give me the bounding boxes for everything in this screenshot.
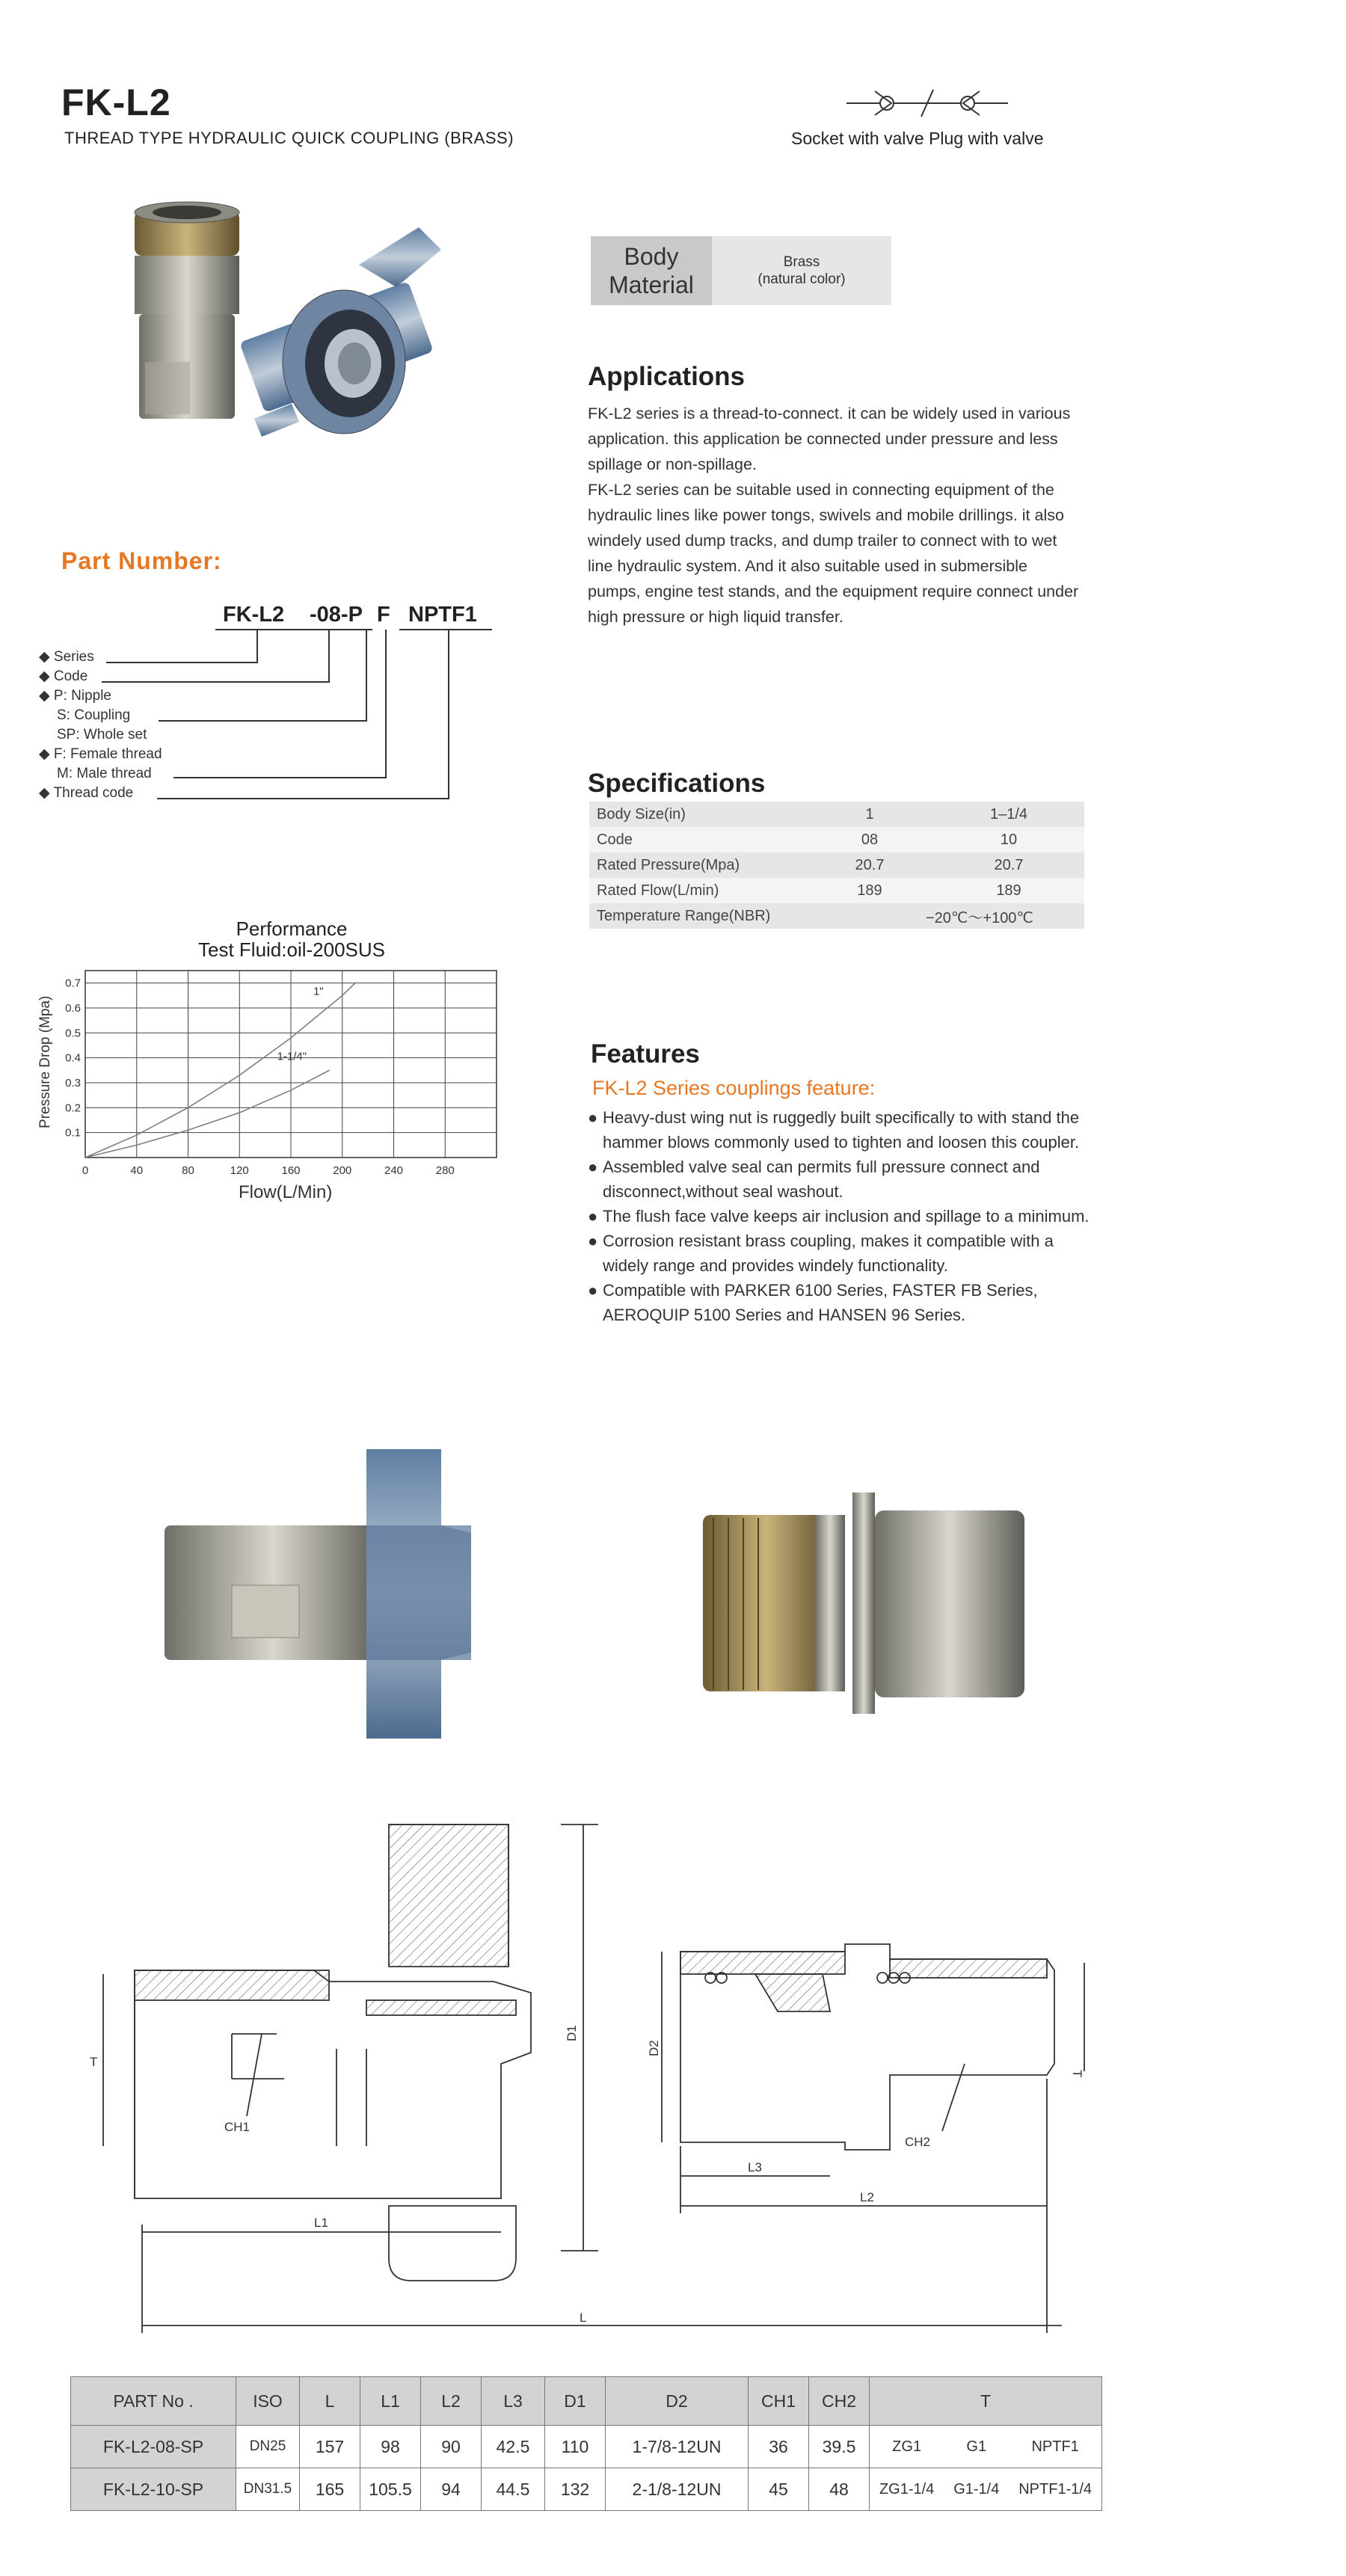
column-header: T	[870, 2377, 1102, 2426]
column-header: CH1	[749, 2377, 809, 2426]
column-header: ISO	[236, 2377, 300, 2426]
table-cell: 98	[360, 2426, 421, 2468]
legend-item: M: Male thread	[57, 766, 152, 781]
body-material-box	[591, 236, 891, 305]
spec-label: Body Size(in)	[597, 805, 686, 823]
y-tick-label: 0.6	[65, 1002, 81, 1015]
features-list	[588, 1105, 1096, 1327]
legend-item: Thread code	[53, 785, 134, 801]
part-code-code: -08-P	[310, 603, 363, 627]
spec-value: 1–1/4	[989, 805, 1028, 823]
y-tick-label: 0.7	[65, 977, 81, 990]
list-item: ● Assembled valve seal can permits full pressure connect and disconnect,without seal washout.	[588, 1158, 1040, 1201]
table-cell: 44.5	[482, 2468, 545, 2511]
applications-paragraph: FK-L2 series is a thread-to-connect. it can be widely used in various application. this application be connected under pressure and less spillage or non-spillage.	[588, 405, 1071, 473]
part-number-cell: FK-L2-08-SP	[71, 2426, 236, 2468]
label-L1: L1	[314, 2216, 328, 2230]
x-tick-label: 280	[435, 1164, 455, 1177]
list-item: ● Compatible with PARKER 6100 Series, FASTER FB Series, AEROQUIP 5100 Series and HANSEN 96 Series.	[588, 1281, 1038, 1324]
y-tick-label: 0.4	[65, 1051, 81, 1065]
table-cell: 36	[749, 2426, 809, 2468]
table-cell: 1-7/8-12UN	[606, 2426, 749, 2468]
table-row	[589, 852, 1084, 878]
chart-title: Performance	[236, 917, 348, 940]
table-header-row	[71, 2377, 1102, 2426]
column-header: L3	[482, 2377, 545, 2426]
y-axis-label: Pressure Drop (Mpa)	[37, 995, 53, 1128]
series-label: 1-1/4"	[277, 1050, 307, 1063]
performance-chart	[30, 957, 508, 1226]
valve-symbol-icon	[845, 84, 1010, 123]
x-tick-label: 120	[230, 1164, 249, 1177]
label-T-left: T	[90, 2055, 98, 2069]
table-row	[71, 2426, 1102, 2468]
spec-value: 20.7	[855, 856, 885, 873]
technical-drawing	[82, 1817, 1114, 2340]
y-tick-label: 0.5	[65, 1027, 81, 1040]
table-cell: 48	[809, 2468, 870, 2511]
table-row	[589, 903, 1084, 929]
part-code-thread: F	[377, 603, 390, 627]
spec-value: 189	[996, 882, 1021, 899]
spec-value: 20.7	[994, 856, 1024, 873]
table-row	[589, 878, 1084, 903]
table-cell: 105.5	[360, 2468, 421, 2511]
y-tick-label: 0.1	[65, 1126, 81, 1140]
label-D2: D2	[647, 2040, 661, 2056]
table-cell: 132	[545, 2468, 606, 2511]
table-cell: 45	[749, 2468, 809, 2511]
table-cell: 39.5	[809, 2426, 870, 2468]
column-header: D1	[545, 2377, 606, 2426]
label-D1: D1	[565, 2025, 579, 2041]
x-axis-label: Flow(L/Min)	[239, 1182, 333, 1202]
part-code-series: FK-L2	[223, 603, 285, 627]
applications-heading: Applications	[588, 362, 746, 391]
chart-subtitle: Test Fluid:oil-200SUS	[198, 938, 385, 961]
body-material-label-line2: Material	[609, 271, 694, 298]
table-cell: 2-1/8-12UN	[606, 2468, 749, 2511]
applications-paragraph: FK-L2 series can be suitable used in connecting equipment of the hydraulic lines like power tongs, swivels and mobile drillings. it also windely used dump tracks, and dump trailer to connect with to wet line hydraulic system. And it also suitable used in submersible pumps, engine test stands, and the equipment require connect under high pressure or high liquid transfer.	[588, 481, 1079, 626]
valve-caption: Socket with valve Plug with valve	[791, 129, 1044, 148]
part-number-cell: FK-L2-10-SP	[71, 2468, 236, 2511]
series-line	[85, 983, 355, 1158]
body-material-value	[712, 236, 891, 305]
column-header: D2	[606, 2377, 749, 2426]
body-material-label-line1: Body	[624, 243, 679, 270]
label-L: L	[580, 2311, 587, 2325]
plug-photo	[695, 1488, 1032, 1727]
specifications-table	[589, 802, 1084, 929]
y-tick-label: 0.3	[65, 1077, 81, 1089]
label-CH1: CH1	[224, 2120, 251, 2134]
legend-item: P: Nipple	[53, 688, 111, 704]
spec-label: Temperature Range(NBR)	[597, 907, 771, 924]
table-row	[71, 2468, 1102, 2511]
x-tick-label: 0	[82, 1164, 89, 1177]
body-material-value-line2: (natural color)	[757, 271, 846, 287]
column-header: L1	[360, 2377, 421, 2426]
specifications-heading: Specifications	[588, 769, 766, 798]
dimension-table	[70, 2376, 1102, 2511]
table-cell: 157	[300, 2426, 360, 2468]
series-label: 1"	[313, 985, 324, 998]
spec-value: 08	[861, 831, 879, 848]
column-header: PART No .	[71, 2377, 236, 2426]
spec-value: −20℃～+100℃	[926, 909, 1033, 926]
label-CH2: CH2	[905, 2135, 931, 2149]
socket-photo	[157, 1443, 501, 1742]
legend-item: Series	[53, 649, 94, 665]
page-title: FK-L2	[61, 82, 171, 123]
table-cell: 94	[421, 2468, 482, 2511]
part-code-thread-code: NPTF1	[408, 603, 477, 627]
table-cell: 165	[300, 2468, 360, 2511]
legend-item: S: Coupling	[57, 707, 131, 723]
table-cell: DN31.5	[236, 2468, 300, 2511]
table-row	[589, 827, 1084, 852]
chart-title-block	[172, 918, 411, 960]
list-item: ● The flush face valve keeps air inclusion and spillage to a minimum.	[588, 1207, 1090, 1226]
series-line	[85, 1070, 330, 1158]
table-cell: 110	[545, 2426, 606, 2468]
part-number-heading: Part Number:	[61, 547, 222, 574]
table-cell: 90	[421, 2426, 482, 2468]
part-number-legend: ◆ Series ◆ Code ◆ P: Nipple S: Coupling SP: Whole set ◆ F: Female thread M: Male thread ◆ Thread code	[39, 649, 162, 801]
table-cell: 42.5	[482, 2426, 545, 2468]
legend-item: Code	[53, 668, 88, 684]
label-L2: L2	[860, 2190, 874, 2204]
spec-value: 189	[857, 882, 882, 899]
thread-cell: ZG1-1/4 G1-1/4 NPTF1-1/4	[870, 2468, 1102, 2511]
table-cell: DN25	[236, 2426, 300, 2468]
x-tick-label: 160	[281, 1164, 301, 1177]
list-item: ● Corrosion resistant brass coupling, makes it compatible with a widely range and provides windely functionality.	[588, 1232, 1054, 1275]
spec-value: 10	[1000, 831, 1018, 848]
page-subtitle: THREAD TYPE HYDRAULIC QUICK COUPLING (BRASS)	[64, 129, 514, 147]
x-tick-label: 240	[384, 1164, 404, 1177]
column-header: L2	[421, 2377, 482, 2426]
table-row	[589, 802, 1084, 827]
spec-value: 1	[865, 805, 874, 823]
x-tick-label: 200	[333, 1164, 352, 1177]
x-tick-label: 80	[182, 1164, 194, 1177]
thread-cell: ZG1 G1 NPTF1	[870, 2426, 1102, 2468]
x-tick-label: 40	[130, 1164, 144, 1177]
column-header: L	[300, 2377, 360, 2426]
spec-label: Code	[597, 831, 633, 848]
features-subheading: FK-L2 Series couplings feature:	[592, 1077, 876, 1099]
y-tick-label: 0.2	[65, 1101, 81, 1115]
spec-label: Rated Flow(L/min)	[597, 882, 719, 899]
label-L3: L3	[748, 2160, 762, 2174]
list-item: ● Heavy-dust wing nut is ruggedly built specifically to with stand the hammer blows commonly used to tighten and loosen this coupler.	[588, 1108, 1080, 1152]
body-material-value-line1: Brass	[783, 254, 820, 270]
legend-item: F: Female thread	[53, 746, 162, 762]
spec-label: Rated Pressure(Mpa)	[597, 856, 740, 873]
body-material-label	[591, 236, 712, 305]
column-header: CH2	[809, 2377, 870, 2426]
applications-text	[588, 401, 1081, 630]
label-T-right: T	[1070, 2070, 1084, 2078]
features-heading: Features	[591, 1039, 700, 1069]
legend-item: SP: Whole set	[57, 727, 147, 743]
